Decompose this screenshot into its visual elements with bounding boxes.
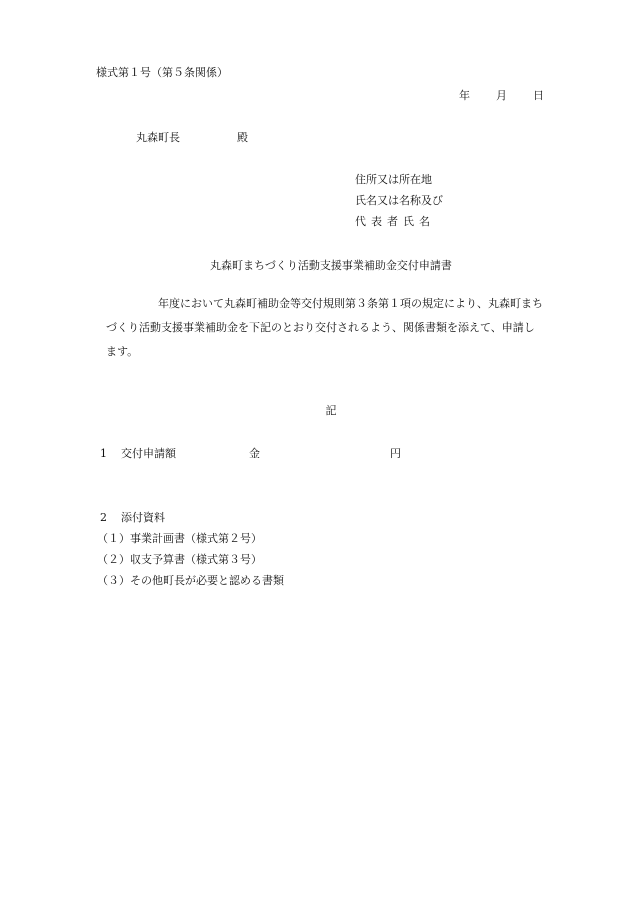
document-title: 丸森町まちづくり活動支援事業補助金交付申請書 — [210, 259, 452, 272]
applicant-address-label: 住所又は所在地 — [355, 173, 432, 186]
ki-heading: 記 — [325, 404, 337, 417]
date-month: 月 — [496, 89, 507, 102]
attachment-item-1: （１）事業計画書（様式第２号） — [97, 532, 262, 545]
date-year: 年 — [459, 89, 470, 102]
body-line-1: 年度において丸森町補助金等交付規則第３条第１項の規定により、丸森町まち — [158, 297, 543, 310]
applicant-name-label: 氏名又は名称及び — [355, 194, 443, 207]
item2-label: 添付資料 — [121, 511, 165, 524]
addressee: 丸森町長 — [136, 131, 180, 144]
applicant-representative-label: 代表者氏名 — [355, 215, 435, 228]
honorific: 殿 — [237, 131, 248, 144]
item1-kin: 金 — [249, 447, 260, 460]
form-number: 様式第１号（第５条関係） — [96, 66, 228, 79]
attachment-item-3: （３）その他町長が必要と認める書類 — [97, 574, 284, 587]
item1-yen: 円 — [390, 447, 401, 460]
item1-number: 1 — [100, 447, 107, 460]
body-line-3: ます。 — [106, 345, 139, 358]
attachment-item-2: （２）収支予算書（様式第３号） — [97, 553, 262, 566]
body-line-2: づくり活動支援事業補助金を下記のとおり交付されるよう、関係書類を添えて、申請し — [106, 321, 535, 334]
item1-label: 交付申請額 — [121, 447, 176, 460]
date-day: 日 — [533, 89, 544, 102]
item2-number: 2 — [100, 511, 107, 524]
